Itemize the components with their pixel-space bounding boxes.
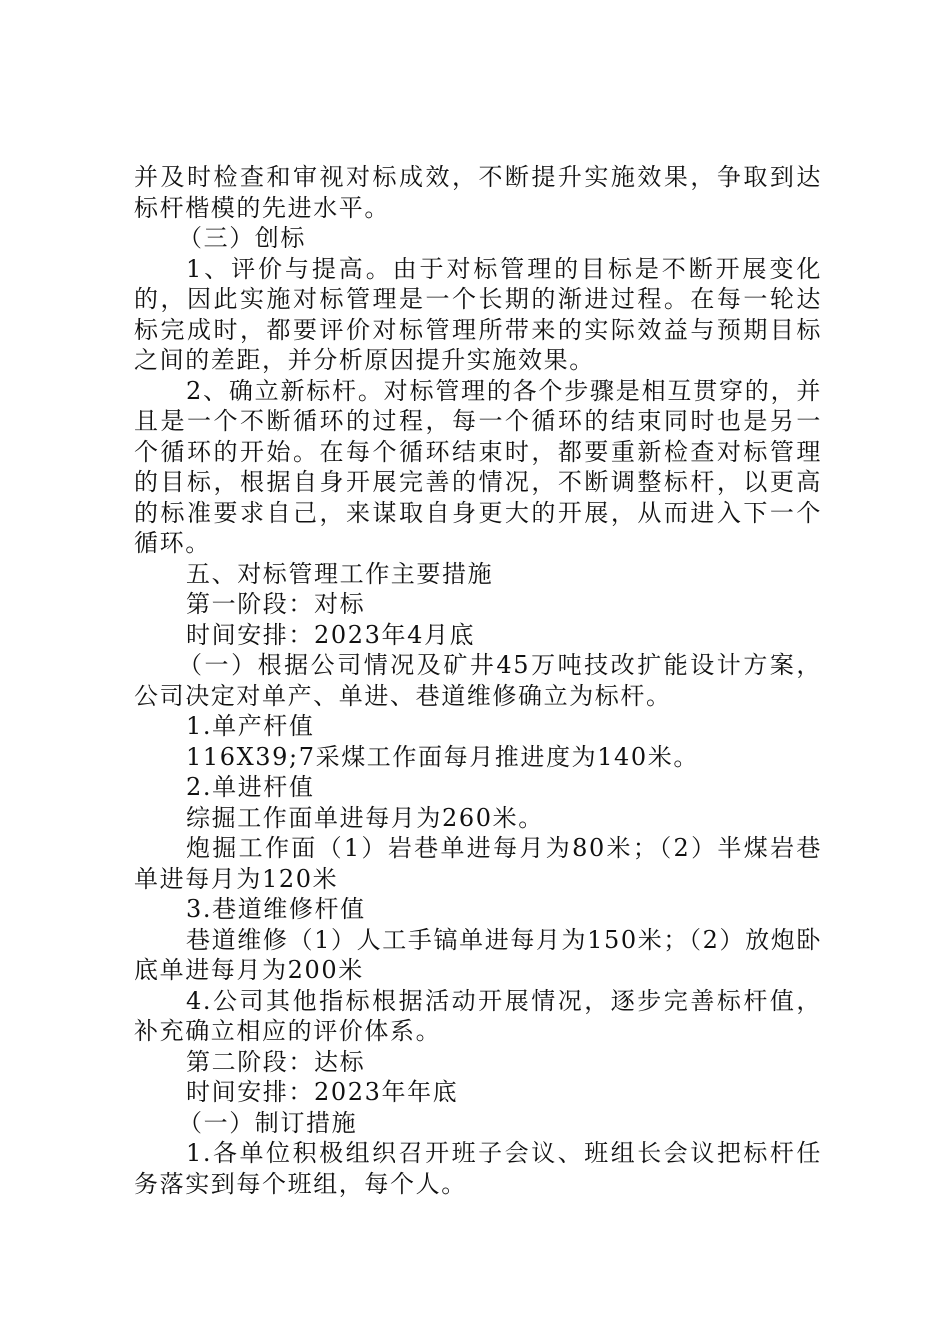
paragraph-company-decision: （一）根据公司情况及矿井45万吨技改扩能设计方案，公司决定对单产、单进、巷道维修确立为标杆。 bbox=[134, 651, 822, 710]
item-output-benchmark-heading: 1.单产杆值 bbox=[186, 712, 315, 740]
paragraph-continuation: 并及时检查和审视对标成效，不断提升实施效果，争取到达标杆楷模的先进水平。 bbox=[134, 163, 822, 222]
item-other-indicators: 4.公司其他指标根据活动开展情况，逐步完善标杆值，补充确立相应的评价体系。 bbox=[134, 986, 822, 1045]
stage-one-heading: 第一阶段：对标 bbox=[186, 590, 366, 618]
item-advance-benchmark-heading: 2.单进杆值 bbox=[186, 773, 315, 801]
document-body bbox=[134, 162, 822, 1199]
stage-one-schedule: 时间安排：2023年4月底 bbox=[186, 620, 476, 649]
paragraph-evaluate-improve: 1、评价与提高。由于对标管理的目标是不断开展变化的，因此实施对标管理是一个长期的渐进过程。在每一轮达标完成时，都要评价对标管理所带来的实际效益与预期目标之间的差距，并分析原因提升实施效果。 bbox=[134, 254, 822, 374]
stage-two-schedule: 时间安排：2023年年底 bbox=[186, 1078, 459, 1106]
section-heading-formulate-measures: （一）制订措施 bbox=[178, 1108, 358, 1137]
paragraph-unit-meetings: 1.各单位积极组织召开班子会议、班组长会议把标杆任务落实到每个班组，每个人。 bbox=[134, 1139, 822, 1198]
item-output-benchmark-value: 116X39;7采煤工作面每月推进度为140米。 bbox=[186, 742, 699, 771]
item-advance-fully-mechanized: 综掘工作面单进每月为260米。 bbox=[186, 803, 544, 832]
section-heading-measures: 五、对标管理工作主要措施 bbox=[186, 559, 494, 588]
item-advance-blasting: 炮掘工作面（1）岩巷单进每月为80米；（2）半煤岩巷单进每月为120米 bbox=[134, 834, 822, 893]
paragraph-new-benchmark: 2、确立新标杆。对标管理的各个步骤是相互贯穿的，并且是一个不断循环的过程，每一个循环的结束同时也是另一个循环的开始。在每个循环结束时，都要重新检查对标管理的目标，根据自身开展完善的情况，不断调整标杆，以更高的标准要求自己，来谋取自身更大的开展，从而进入下一个循环。 bbox=[134, 376, 822, 557]
item-maintenance-benchmark-heading: 3.巷道维修杆值 bbox=[186, 895, 366, 923]
item-maintenance-values: 巷道维修（1）人工手镐单进每月为150米；（2）放炮卧底单进每月为200米 bbox=[134, 925, 822, 984]
section-heading-chuangbiao: （三）创标 bbox=[178, 224, 306, 252]
stage-two-heading: 第二阶段：达标 bbox=[186, 1047, 366, 1076]
